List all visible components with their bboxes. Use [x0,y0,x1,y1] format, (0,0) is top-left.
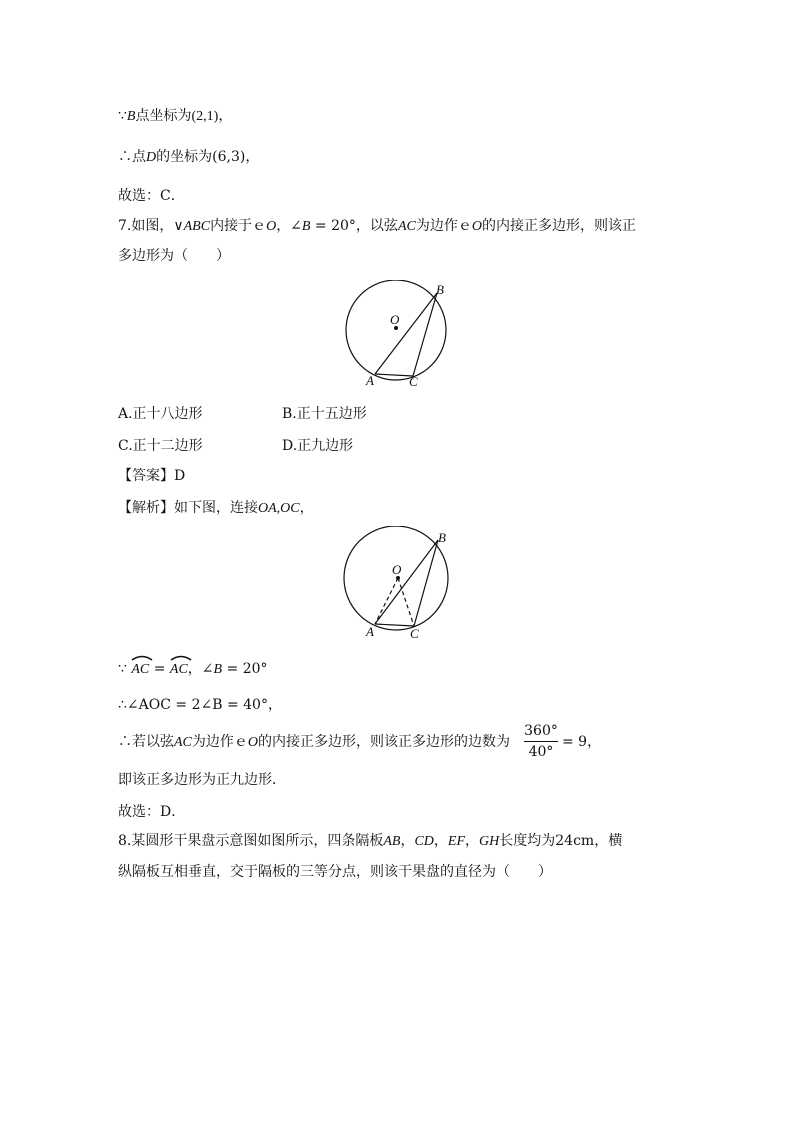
fraction-result: = 9， [562,734,602,750]
text-line-choose-c: 故选：C． [118,188,185,204]
label-o: O [392,562,402,577]
label-c: C [409,374,418,389]
question-8-stem: 8.某圆形干果盘示意图如图所示，四条隔板AB，CD，EF，GH长度均为24cm，横 [118,833,623,849]
question-8-stem-line2: 纵隔板互相垂直，交于隔板的三等分点，则该干果盘的直径为（ ） [118,864,552,880]
label-c: C [410,626,419,641]
segment-ac [375,374,413,376]
text-line-d-coordinate: ∴点D的坐标为(6,3)， [118,149,260,165]
text-line-b-coordinate: ∵B点坐标为(2,1)， [118,108,233,124]
label-a: A [366,373,374,388]
segment-ac [375,624,414,626]
label-b: B [436,282,444,297]
figure-2-circle-diagram [336,526,460,642]
question-7-stem: 7.如图，∨ABC内接于ｅO，∠B = 20°，以弦AC为边作ｅO的内接正多边形，则该正 [118,218,636,234]
fraction-360-over-40: 360° 40° [524,723,558,760]
option-b: B.正十五边形 [282,406,367,422]
option-d: D.正九边形 [282,438,354,454]
edge-count-line: ∴若以弦AC为边作ｅO的内接正多边形，则该正多边形的边数为 [118,734,511,750]
since-arc-line: ∵ AC = AC，∠B = 20° [118,657,268,682]
label-a: A [366,624,374,639]
segment-oc-dashed [398,578,414,626]
analysis-intro: 【解析】如下图，连接OA,OC， [118,500,314,516]
figure-1-circle-diagram [340,280,460,390]
segment-ab [375,293,437,374]
option-a: A.正十八边形 [118,406,203,422]
choose-d-line: 故选：D． [118,804,186,820]
question-7-stem-line2: 多边形为（ ） [118,248,230,264]
option-c: C.正十二边形 [118,438,203,454]
arc-ac-2: AC [170,657,188,682]
label-o: O [390,312,400,327]
answer-line: 【答案】D [118,468,186,484]
arc-mark-icon [170,655,192,661]
conclusion-line: 即该正多边形为正九边形． [118,772,286,788]
arc-ac-1: AC [131,657,149,682]
segment-ab [375,540,438,624]
angle-aoc-line: ∴∠AOC = 2∠B = 40°， [118,697,282,713]
arc-mark-icon [131,655,153,661]
segment-oa-dashed [375,578,398,624]
label-b: B [438,530,446,545]
